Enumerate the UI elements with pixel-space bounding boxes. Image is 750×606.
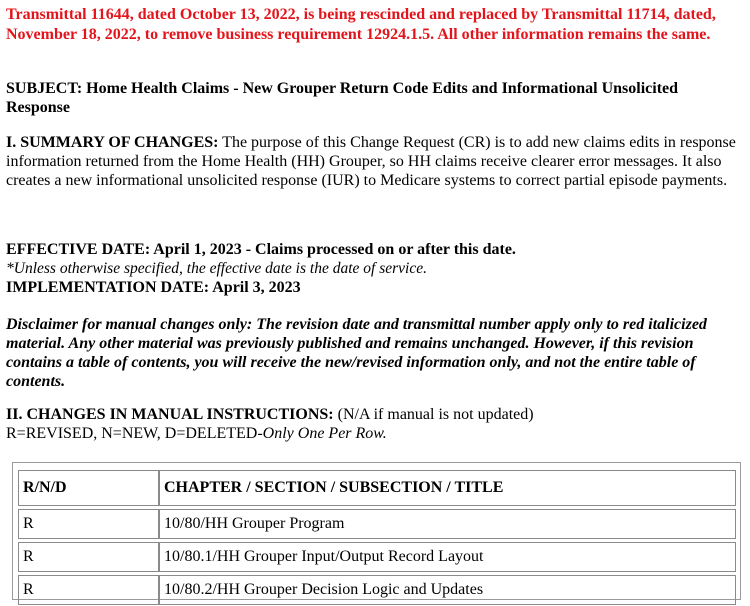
summary-of-changes: [6, 133, 736, 190]
effective-date: EFFECTIVE DATE: April 1, 2023 - Claims processed on or after this date.: [6, 241, 516, 258]
row-title: 10/80/HH Grouper Program: [159, 509, 736, 539]
changes-legend: R=REVISED, N=NEW, D=DELETED-: [6, 425, 263, 442]
disclaimer: Disclaimer for manual changes only: The revision date and transmittal number apply only to red italicized material. Any other material was previously published and remains unchanged. However, if this revision contains a table of contents, you will receive the new/revised information only, and not the entire table of contents.: [6, 316, 707, 390]
effective-date-note: *Unless otherwise specified, the effective date is the date of service.: [6, 260, 427, 277]
manual-changes-table: [18, 470, 736, 605]
row-rnd: R: [18, 575, 159, 605]
row-title: 10/80.1/HH Grouper Input/Output Record Layout: [159, 542, 736, 572]
manual-changes-heading: [6, 405, 742, 443]
header-chapter-section: CHAPTER / SECTION / SUBSECTION / TITLE: [159, 470, 736, 506]
header-rnd: R/N/D: [18, 470, 159, 506]
changes-label: II. CHANGES IN MANUAL INSTRUCTIONS:: [6, 406, 334, 423]
table-header-row: [18, 470, 736, 506]
changes-label-note: (N/A if manual is not updated): [333, 406, 534, 423]
implementation-date: IMPLEMENTATION DATE: April 3, 2023: [6, 279, 301, 296]
row-rnd: R: [18, 542, 159, 572]
changes-legend-italic: Only One Per Row.: [262, 425, 387, 442]
table-row: [18, 509, 736, 539]
subject-heading: SUBJECT: Home Health Claims - New Grouper Return Code Edits and Informational Unsolicited Response: [6, 80, 679, 116]
row-rnd: R: [18, 509, 159, 539]
manual-changes-table-frame: [12, 462, 741, 600]
rescind-notice: Transmittal 11644, dated October 13, 2022, is being rescinded and replaced by Transmittal 11714, dated, November 18, 2022, to remove business requirement 12924.1.5. All other information remains the same.: [6, 6, 716, 43]
table-row: [18, 542, 736, 572]
row-title: 10/80.2/HH Grouper Decision Logic and Updates: [159, 575, 736, 605]
summary-text: The purpose of this Change Request (CR) is to add new claims edits in response information returned from the Home Health (HH) Grouper, so HH claims receive clearer error messages. It also creates a new informational unsolicited response (IUR) to Medicare systems to correct partial episode payments.: [6, 134, 736, 189]
dates-block: [6, 240, 742, 297]
table-row: [18, 575, 736, 605]
summary-label: I. SUMMARY OF CHANGES:: [6, 134, 219, 151]
